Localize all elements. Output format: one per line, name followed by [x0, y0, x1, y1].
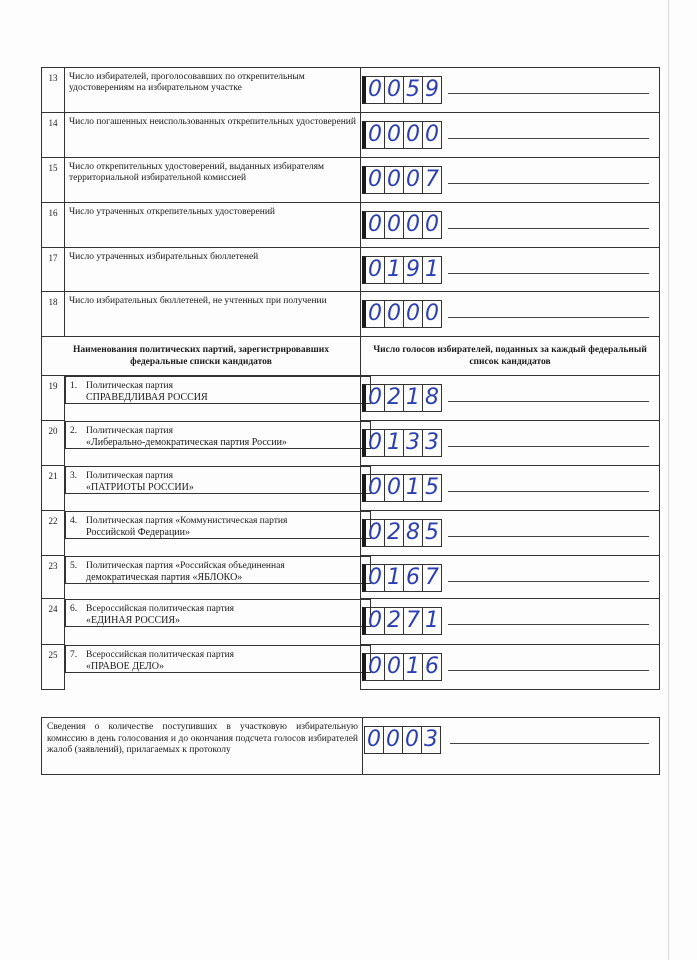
party-label [65, 556, 371, 584]
digit-box[interactable]: 0 [425, 301, 439, 326]
digit-box[interactable]: 1 [385, 430, 404, 456]
row-label: Число погашенных неиспользованных открепительных удостоверений [65, 113, 361, 158]
digit-box[interactable]: 0 [404, 301, 423, 327]
digit-box[interactable]: 1 [404, 475, 423, 501]
digit-box[interactable]: 3 [425, 430, 439, 455]
party-label [65, 466, 371, 494]
row-label: Число открепительных удостоверений, выданных избирателям территориальной избирательной комиссией [65, 158, 361, 203]
row-number: 22 [42, 511, 65, 556]
digit-box[interactable]: 7 [404, 608, 423, 634]
signature-line [448, 536, 649, 537]
digit-box[interactable]: 0 [385, 475, 404, 501]
signature-line [448, 273, 649, 274]
digit-boxes [362, 211, 442, 239]
party-name [86, 471, 194, 493]
digit-box[interactable]: 0 [385, 212, 404, 238]
row-number: 19 [42, 376, 65, 421]
digit-boxes [362, 607, 442, 635]
digit-box[interactable]: 0 [365, 727, 384, 753]
signature-line [448, 491, 649, 492]
signature-line [448, 93, 649, 94]
signature-line [448, 183, 649, 184]
digit-box[interactable]: 0 [366, 520, 385, 546]
digit-box[interactable]: 8 [404, 520, 423, 546]
digit-box[interactable]: 0 [384, 727, 403, 753]
party-name [86, 561, 285, 583]
party-line-2: «ЕДИНАЯ РОССИЯ» [86, 614, 181, 626]
digit-box[interactable]: 0 [366, 77, 385, 103]
party-index: 2. [70, 425, 78, 436]
row-value-cell [361, 68, 660, 113]
digit-box[interactable]: 0 [425, 212, 439, 237]
digit-box[interactable]: 7 [425, 167, 439, 192]
party-line-1: Политическая партия «Коммунистическая партия [86, 515, 288, 526]
digit-box[interactable]: 3 [424, 727, 438, 752]
row-value-cell [361, 158, 660, 203]
digit-box[interactable]: 0 [366, 122, 385, 148]
digit-boxes [362, 653, 442, 681]
row-label: Число избирателей, проголосовавших по открепительным удостоверениям на избирательном участке [65, 68, 361, 113]
protocol-table [41, 67, 660, 690]
digit-box[interactable]: 9 [425, 77, 439, 102]
row-number: 20 [42, 421, 65, 466]
digit-box[interactable]: 7 [425, 565, 439, 590]
digit-box[interactable]: 1 [425, 608, 439, 633]
digit-box[interactable]: 2 [385, 385, 404, 411]
table-row [42, 203, 660, 248]
party-line-1: Всероссийская политическая партия [86, 603, 235, 614]
digit-box[interactable]: 5 [404, 77, 423, 103]
table-row [42, 292, 660, 337]
digit-box[interactable]: 0 [385, 122, 404, 148]
digit-box[interactable]: 0 [366, 430, 385, 456]
digit-box[interactable]: 0 [385, 167, 404, 193]
digit-box[interactable]: 1 [385, 565, 404, 591]
party-value-cell [361, 421, 660, 466]
digit-boxes [362, 256, 442, 284]
party-line-2: демократическая партия «ЯБЛОКО» [86, 571, 243, 583]
table-row [42, 113, 660, 158]
complaints-label: Сведения о количестве поступивших в участковую избирательную комиссию в день голосования и до окончания подсчета голосов избирателей жалоб (заявлений), прилагаемых к протоколу [42, 718, 363, 775]
signature-line [448, 138, 649, 139]
digit-box[interactable]: 8 [425, 385, 439, 410]
digit-box[interactable]: 3 [404, 430, 423, 456]
row-value-cell [361, 292, 660, 337]
party-name [86, 604, 234, 626]
digit-box[interactable]: 0 [404, 167, 423, 193]
row-label: Число избирательных бюллетеней, не учтенных при получении [65, 292, 361, 337]
signature-line [448, 581, 649, 582]
digit-box[interactable]: 0 [425, 122, 439, 147]
party-value-cell [361, 466, 660, 511]
digit-boxes [362, 384, 442, 412]
party-row [42, 421, 660, 466]
party-index: 5. [70, 560, 78, 571]
digit-box[interactable]: 0 [404, 212, 423, 238]
digit-box[interactable]: 0 [366, 385, 385, 411]
complaints-table [41, 717, 660, 775]
row-number: 21 [42, 466, 65, 511]
party-index: 3. [70, 470, 78, 481]
digit-boxes [362, 519, 442, 547]
complaints-value-cell [363, 718, 660, 775]
party-row [42, 466, 660, 511]
party-row [42, 511, 660, 556]
row-number: 16 [42, 203, 65, 248]
party-label [65, 599, 371, 627]
party-line-1: Политическая партия [86, 381, 173, 391]
digit-boxes [362, 121, 442, 149]
party-name [86, 516, 287, 538]
digit-boxes [362, 474, 442, 502]
digit-box[interactable]: 1 [404, 654, 423, 680]
party-index: 4. [70, 515, 78, 526]
row-number: 23 [42, 556, 65, 599]
party-value-cell [361, 599, 660, 645]
row-number: 24 [42, 599, 65, 645]
digit-box[interactable]: 6 [404, 565, 423, 591]
digit-box[interactable]: 0 [366, 608, 385, 634]
row-number: 25 [42, 645, 65, 690]
row-number: 17 [42, 248, 65, 292]
digit-boxes [362, 300, 442, 328]
party-label [65, 376, 371, 404]
party-line-1: Политическая партия [86, 425, 173, 436]
row-value-cell [361, 113, 660, 158]
signature-line [450, 743, 649, 744]
digit-box[interactable]: 0 [366, 565, 385, 591]
complaints-row [42, 718, 660, 775]
party-index: 7. [70, 649, 78, 660]
party-index: 1. [70, 381, 78, 391]
page-edge [668, 0, 669, 960]
digit-box[interactable]: 0 [366, 167, 385, 193]
complaints-digit-boxes [364, 726, 441, 754]
digit-box[interactable]: 1 [404, 385, 423, 411]
table-row [42, 248, 660, 292]
section-header-row [42, 337, 660, 376]
row-number: 18 [42, 292, 65, 337]
digit-box[interactable]: 0 [366, 475, 385, 501]
party-row [42, 599, 660, 645]
party-row [42, 645, 660, 690]
digit-box[interactable]: 1 [425, 257, 439, 282]
party-line-2: «ПАТРИОТЫ РОССИИ» [86, 481, 194, 493]
party-label [65, 645, 371, 673]
signature-line [448, 401, 649, 402]
party-value-cell [361, 376, 660, 421]
signature-line [448, 670, 649, 671]
party-value-cell [361, 645, 660, 690]
digit-box[interactable]: 2 [385, 520, 404, 546]
digit-box[interactable]: 0 [366, 654, 385, 680]
digit-boxes [362, 166, 442, 194]
party-label [65, 421, 371, 449]
rows-body [42, 68, 660, 337]
row-number: 14 [42, 113, 65, 158]
digit-box[interactable]: 0 [385, 654, 404, 680]
party-name [86, 381, 208, 403]
digit-box[interactable]: 9 [404, 257, 423, 283]
party-line-2: «ПРАВОЕ ДЕЛО» [86, 660, 165, 672]
row-value-cell [361, 248, 660, 292]
party-line-2: Российской Федерации» [86, 526, 191, 538]
section-header-left: Наименования политических партий, зарегистрировавших федеральные списки кандидатов [42, 337, 361, 376]
section-header-right: Число голосов избирателей, поданных за каждый федеральный список кандидатов [361, 337, 660, 376]
row-value-cell [361, 203, 660, 248]
signature-line [448, 317, 649, 318]
party-line-1: Всероссийская политическая партия [86, 649, 235, 660]
party-label [65, 511, 371, 539]
party-value-cell [361, 556, 660, 599]
digit-boxes [362, 429, 442, 457]
party-line-2: «Либерально-демократическая партия России» [86, 436, 287, 448]
digit-box[interactable]: 1 [385, 257, 404, 283]
digit-box[interactable]: 0 [366, 301, 385, 327]
digit-boxes [362, 564, 442, 592]
digit-box[interactable]: 0 [366, 212, 385, 238]
digit-box[interactable]: 0 [385, 301, 404, 327]
party-row [42, 376, 660, 421]
digit-box[interactable]: 6 [425, 654, 439, 679]
signature-line [448, 624, 649, 625]
party-line-1: Политическая партия [86, 470, 173, 481]
party-index: 6. [70, 603, 78, 614]
table-row [42, 158, 660, 203]
digit-box[interactable]: 0 [366, 257, 385, 283]
party-name [86, 650, 234, 672]
table-row [42, 68, 660, 113]
row-label: Число утраченных избирательных бюллетеней [65, 248, 361, 292]
signature-line [448, 228, 649, 229]
digit-box[interactable]: 5 [425, 475, 439, 500]
digit-box[interactable]: 0 [385, 77, 404, 103]
row-number: 15 [42, 158, 65, 203]
digit-box[interactable]: 0 [403, 727, 422, 753]
row-number: 13 [42, 68, 65, 113]
party-line-1: Политическая партия «Российская объединенная [86, 560, 285, 571]
party-row [42, 556, 660, 599]
row-label: Число утраченных открепительных удостоверений [65, 203, 361, 248]
digit-box[interactable]: 2 [385, 608, 404, 634]
signature-line [448, 446, 649, 447]
digit-boxes [362, 76, 442, 104]
party-name [86, 426, 287, 448]
digit-box[interactable]: 0 [404, 122, 423, 148]
party-body [42, 376, 660, 690]
party-value-cell [361, 511, 660, 556]
party-line-2: СПРАВЕДЛИВАЯ РОССИЯ [86, 392, 208, 403]
digit-box[interactable]: 5 [425, 520, 439, 545]
